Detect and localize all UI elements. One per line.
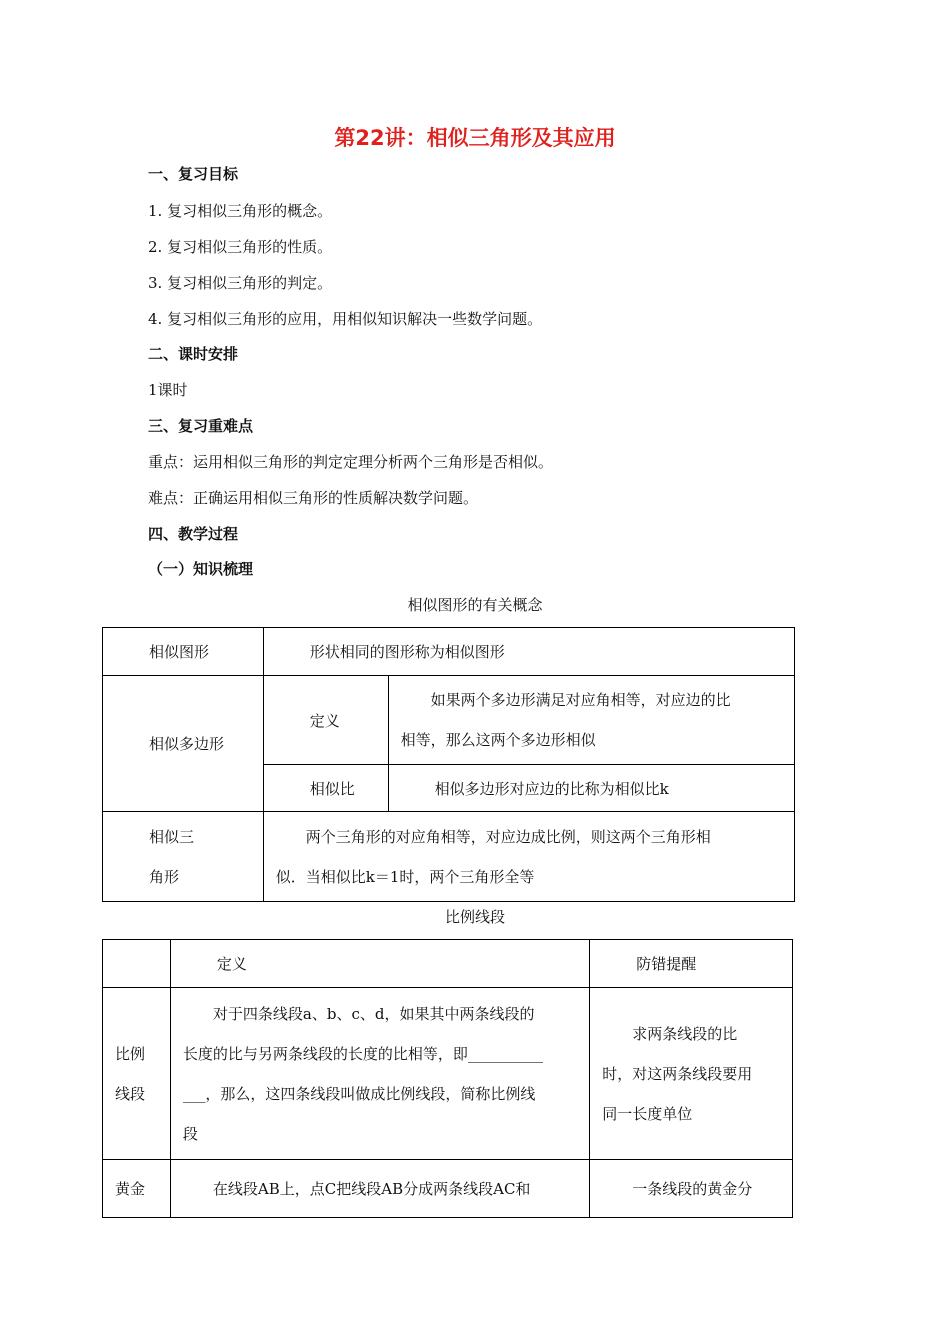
segment-tip-line-3: 同一长度单位 <box>602 1104 693 1123</box>
difficult-point-text: 难点：正确运用相似三角形的性质解决数学问题。 <box>148 489 479 507</box>
cell-label-golden: 黄金 <box>103 1160 171 1218</box>
segment-def-line-1: 对于四条线段a、b、c、d，如果其中两条线段的 <box>212 1004 535 1023</box>
key-point-text: 重点：运用相似三角形的判定定理分析两个三角形是否相似。 <box>148 453 554 471</box>
header-definition: 定义 <box>170 940 589 988</box>
segment-def-line-2 <box>183 1034 589 1074</box>
subsection-heading: （一）知识梳理 <box>148 560 254 578</box>
cell-tip-proportional-segments <box>590 988 793 1160</box>
goal-item-2: 2. 复习相似三角形的性质。 <box>148 238 333 256</box>
cell-text-ratio: 相似多边形对应边的比称为相似比k <box>388 765 794 812</box>
segment-def-line-3-text: ，那么，这四条线段叫做成比例线段，简称比例线 <box>205 1084 536 1103</box>
cell-label-similar-polygons: 相似多边形 <box>103 676 264 812</box>
segment-def-line-3 <box>183 1074 589 1114</box>
schedule-text: 1课时 <box>148 381 188 399</box>
cell-definition-golden: 在线段AB上，点C把线段AB分成两条线段AC和 <box>170 1160 589 1218</box>
definition-line-1: 如果两个多边形满足对应角相等，对应边的比 <box>430 691 731 709</box>
segment-def-line-2-text: 长度的比与另两条线段的长度的比相等，即 <box>182 1044 468 1063</box>
triangle-label-line-1: 相似三 <box>149 827 195 846</box>
header-error-tip: 防错提醒 <box>590 940 793 988</box>
similar-figures-table <box>102 627 795 902</box>
segment-label-line-1: 比例 <box>115 1044 146 1063</box>
cell-label-definition: 定义 <box>263 676 388 765</box>
goal-item-1: 1. 复习相似三角形的概念。 <box>148 202 333 220</box>
segment-def-line-4: 段 <box>182 1124 198 1143</box>
table2-caption: 比例线段 <box>444 908 505 926</box>
cell-text-similar-triangles <box>263 812 794 902</box>
goal-item-4: 4. 复习相似三角形的应用，用相似知识解决一些数学问题。 <box>148 310 543 328</box>
page-title: 第22讲：相似三角形及其应用 <box>334 126 616 150</box>
triangle-text-line-1: 两个三角形的对应角相等，对应边成比例，则这两个三角形相 <box>305 827 711 846</box>
table1-caption: 相似图形的有关概念 <box>407 596 543 614</box>
segment-label-line-2: 线段 <box>115 1084 146 1103</box>
proportional-segments-table <box>102 939 793 1218</box>
cell-text-definition <box>388 676 794 765</box>
section-heading-process: 四、教学过程 <box>148 525 239 543</box>
segment-tip-line-2: 时，对这两条线段要用 <box>602 1064 753 1083</box>
triangle-text-line-2: 似．当相似比k＝1时，两个三角形全等 <box>275 867 535 886</box>
cell-tip-golden: 一条线段的黄金分 <box>590 1160 793 1218</box>
answer-blank-2: ___ <box>182 1084 206 1103</box>
segment-tip-line-1: 求两条线段的比 <box>632 1024 738 1043</box>
definition-line-2: 相等，那么这两个多边形相似 <box>400 731 596 749</box>
cell-label-ratio: 相似比 <box>263 765 388 812</box>
triangle-label-line-2: 角形 <box>149 867 180 886</box>
cell-label-similar-figures: 相似图形 <box>103 628 264 676</box>
cell-text-similar-figures: 形状相同的图形称为相似图形 <box>263 628 794 676</box>
section-heading-schedule: 二、课时安排 <box>148 345 239 363</box>
section-heading-goals: 一、复习目标 <box>148 165 239 183</box>
cell-definition-proportional-segments <box>170 988 589 1160</box>
goal-item-3: 3. 复习相似三角形的判定。 <box>148 274 333 292</box>
answer-blank-1: __________ <box>467 1044 543 1063</box>
cell-label-proportional-segments <box>103 988 171 1160</box>
cell-label-similar-triangles <box>103 812 264 902</box>
header-empty-cell <box>103 940 171 988</box>
section-heading-key-points: 三、复习重难点 <box>148 417 254 435</box>
